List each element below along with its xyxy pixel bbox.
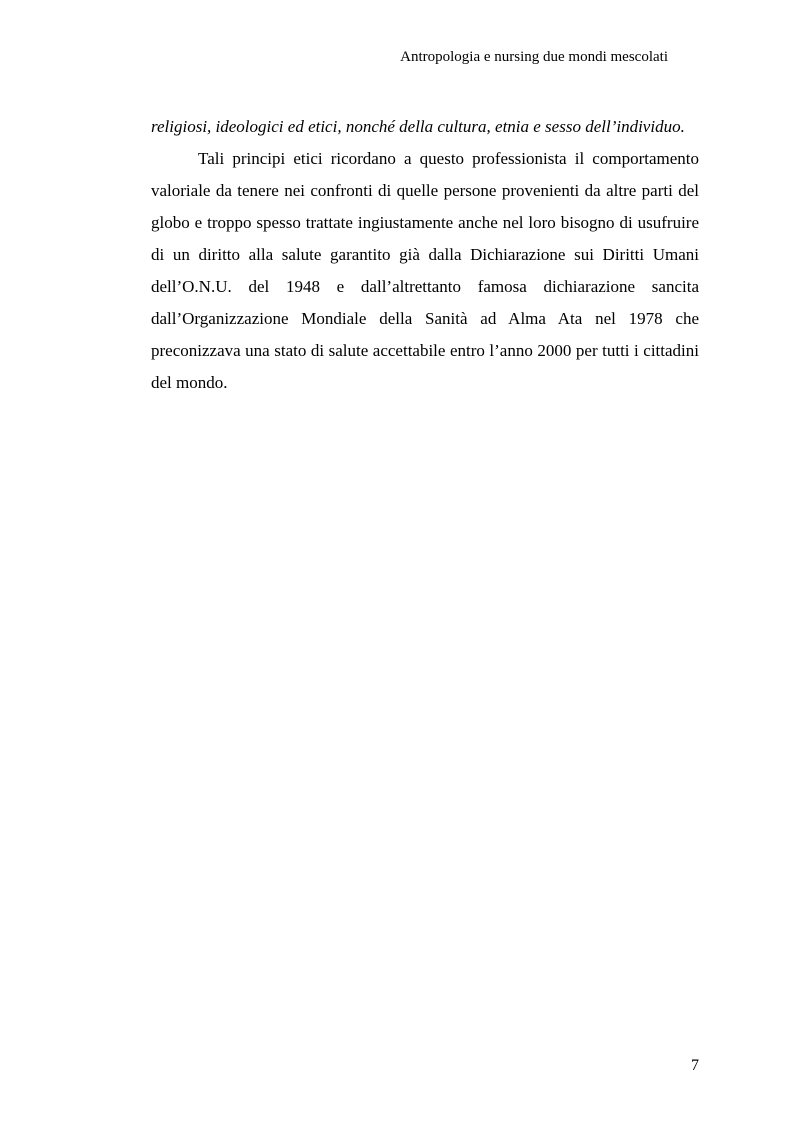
body-paragraph: Tali principi etici ricordano a questo professionista il comportamento valoriale da tenere nei confronti di quelle persone provenienti da altre parti del globo e troppo spesso trattate ingiustamente anche nel loro bisogno di usufruire di un diritto alla salute garantito già dalla Dichiarazione sui Diritti Umani dell’O.N.U. del 1948 e dall’altrettanto famosa dichiarazione sancita dall’Organizzazione Mondiale della Sanità ad Alma Ata nel 1978 che preconizzava una stato di salute accettabile entro l’anno 2000 per tutti i cittadini del mondo. (151, 149, 699, 392)
body-text (151, 111, 699, 399)
page-number: 7 (691, 1057, 699, 1074)
running-header: Antropologia e nursing due mondi mescolati (400, 49, 668, 65)
italic-continuation-text: religiosi, ideologici ed etici, nonché della cultura, etnia e sesso dell’individuo. (151, 117, 685, 136)
